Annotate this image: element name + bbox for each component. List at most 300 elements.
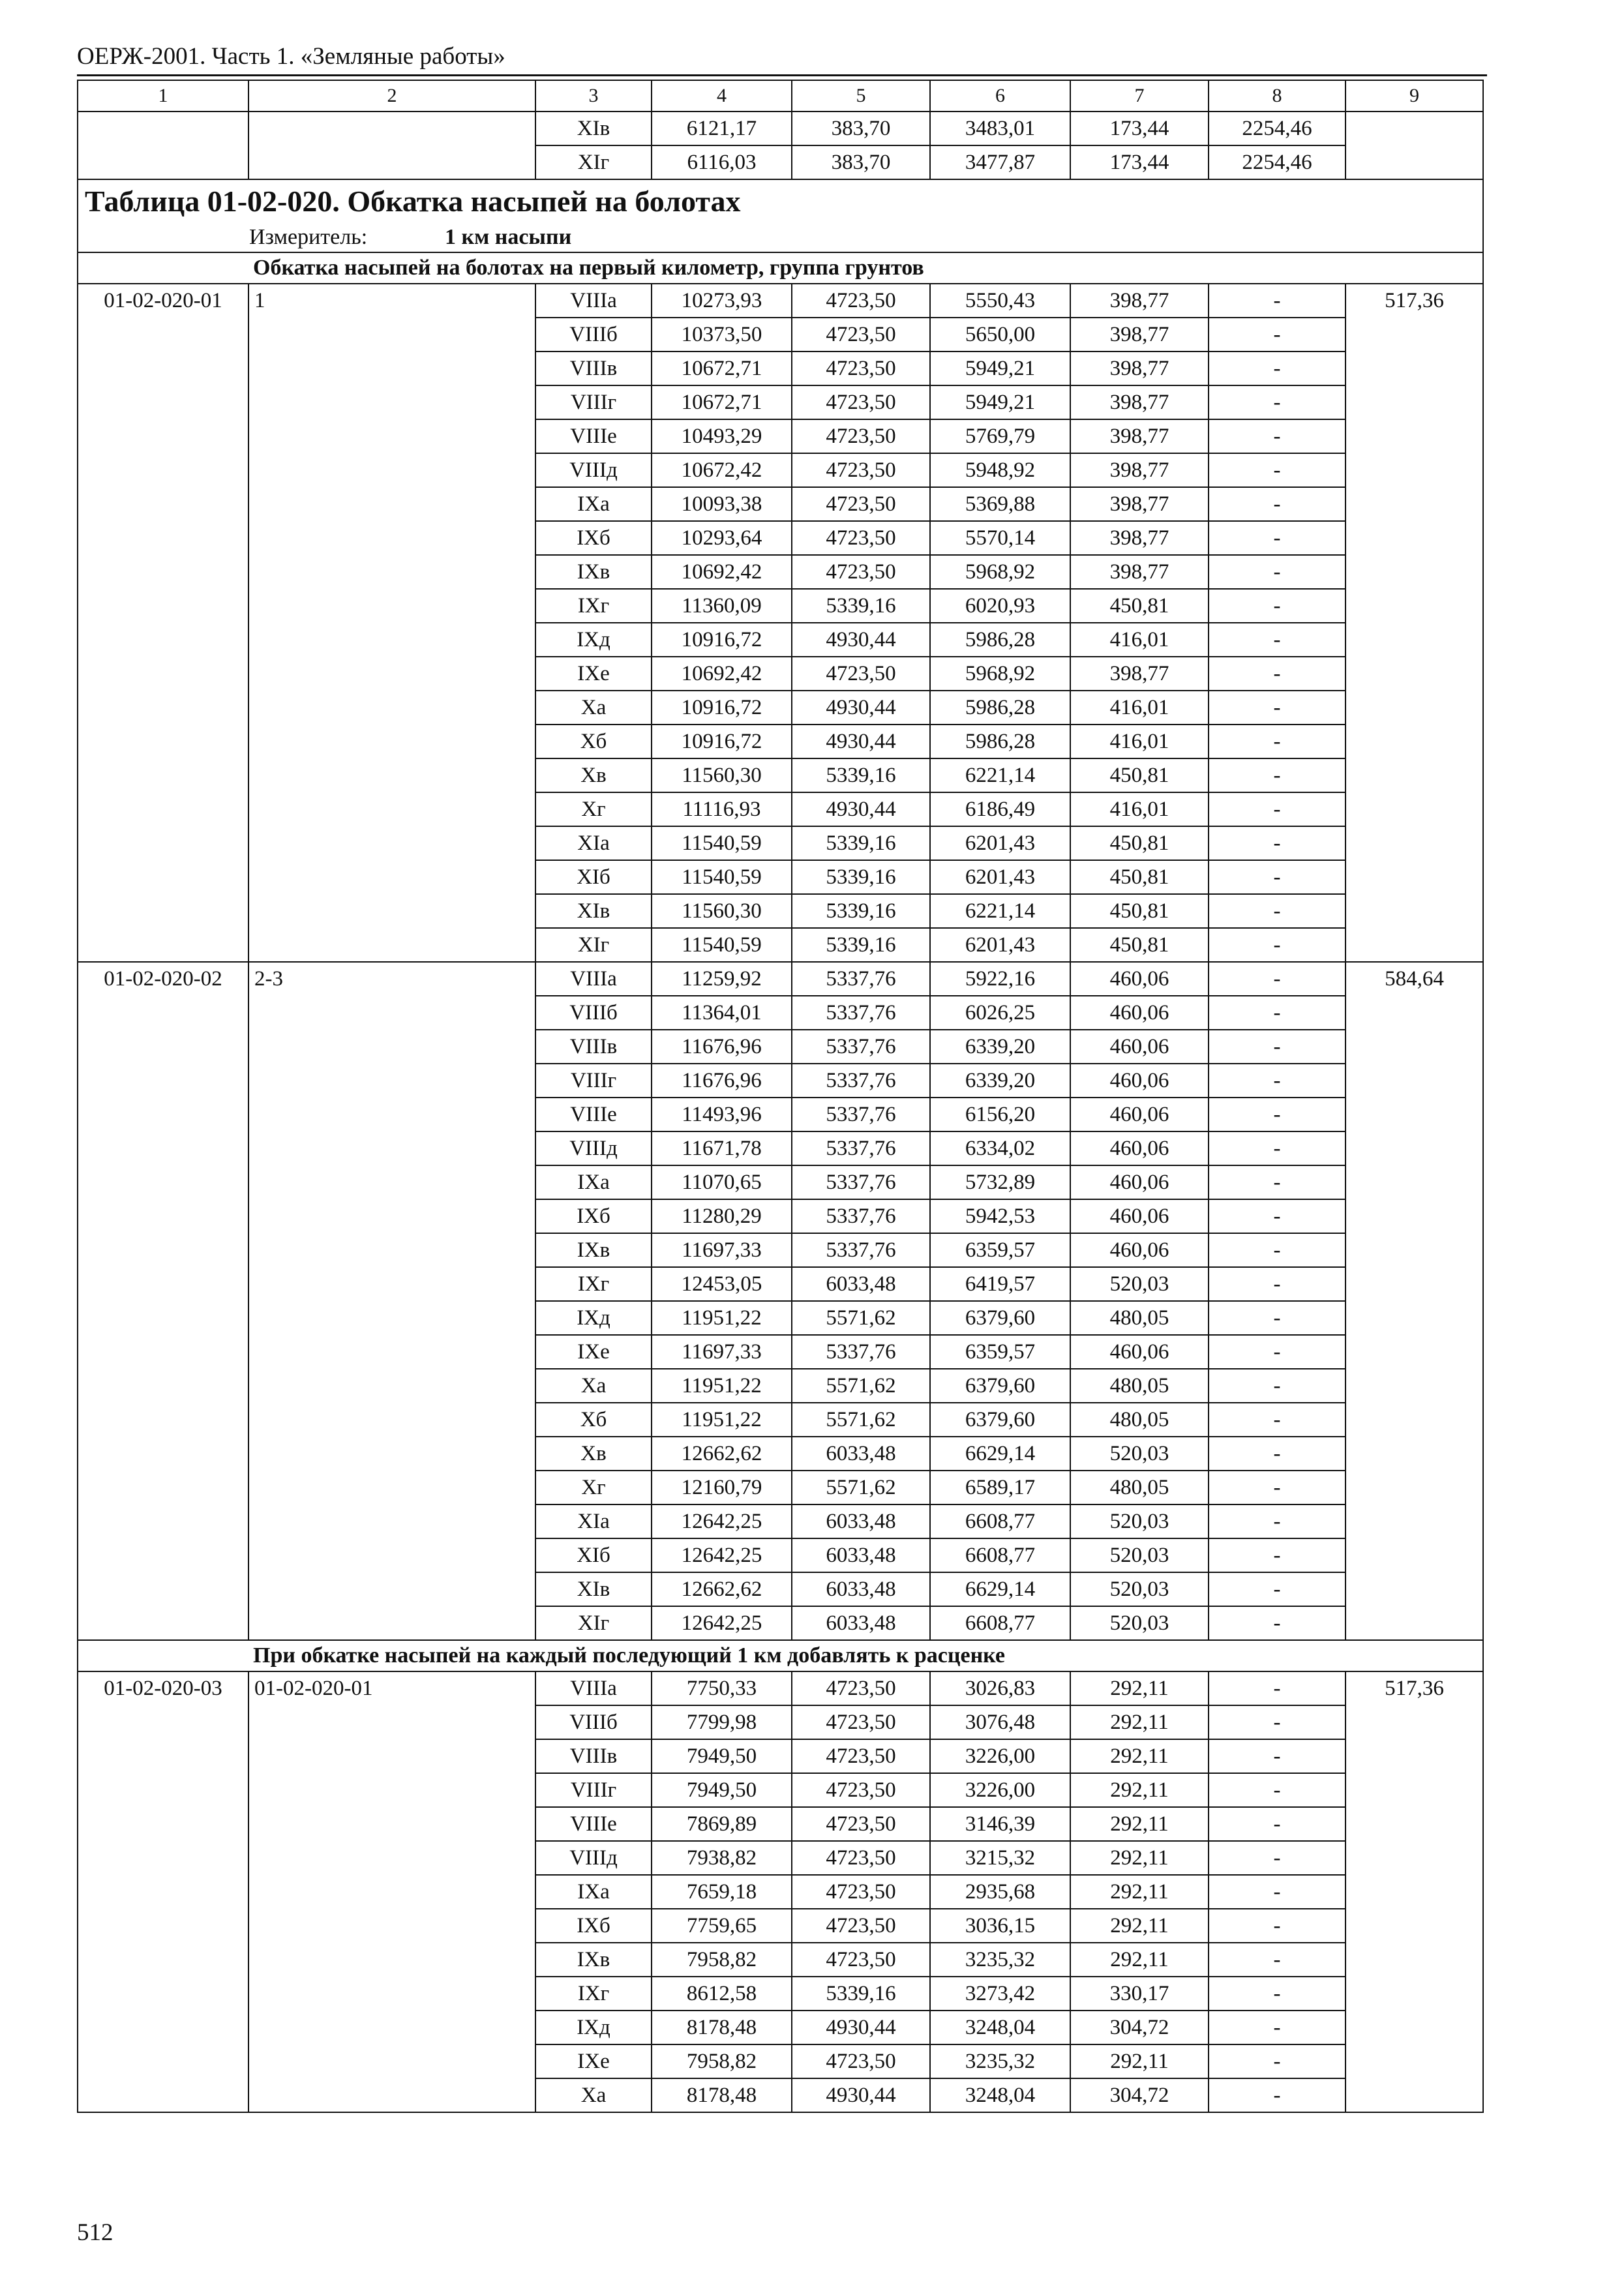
table-cell: 4723,50 bbox=[792, 318, 930, 352]
table-row bbox=[78, 284, 1483, 318]
table-cell: - bbox=[1209, 1773, 1346, 1807]
table-cell: 5337,76 bbox=[792, 1064, 930, 1098]
table-cell: Xб bbox=[535, 725, 652, 758]
table-cell: 6033,48 bbox=[792, 1572, 930, 1606]
table-cell: 330,17 bbox=[1070, 1977, 1209, 2011]
table-cell: - bbox=[1209, 1977, 1346, 2011]
table-cell: 4930,44 bbox=[792, 2011, 930, 2044]
table-cell: 480,05 bbox=[1070, 1301, 1209, 1335]
table-cell: 5337,76 bbox=[792, 1335, 930, 1369]
table-cell: - bbox=[1209, 962, 1346, 996]
column-number-cell: 9 bbox=[1346, 80, 1483, 112]
table-cell: VIIIг bbox=[535, 1064, 652, 1098]
table-cell: 4723,50 bbox=[792, 1739, 930, 1773]
table-cell: - bbox=[1209, 860, 1346, 894]
table-cell: VIIIе bbox=[535, 1098, 652, 1131]
table-cell: - bbox=[1209, 657, 1346, 691]
table-cell: 3146,39 bbox=[930, 1807, 1070, 1841]
table-cell: - bbox=[1209, 487, 1346, 521]
table-cell: 5732,89 bbox=[930, 1165, 1070, 1199]
table-cell: 520,03 bbox=[1070, 1572, 1209, 1606]
table-cell: 398,77 bbox=[1070, 318, 1209, 352]
table-cell: 6379,60 bbox=[930, 1369, 1070, 1403]
table-cell: - bbox=[1209, 1369, 1346, 1403]
rate-col9: 517,36 bbox=[1346, 284, 1483, 962]
table-cell: 7759,65 bbox=[652, 1909, 792, 1943]
table-cell: - bbox=[1209, 521, 1346, 555]
table-cell: - bbox=[1209, 1807, 1346, 1841]
table-cell: 4723,50 bbox=[792, 657, 930, 691]
table-cell: 6221,14 bbox=[930, 894, 1070, 928]
table-cell: - bbox=[1209, 928, 1346, 962]
table-cell: 5570,14 bbox=[930, 521, 1070, 555]
table-cell: Xб bbox=[535, 1403, 652, 1437]
table-cell: 11259,92 bbox=[652, 962, 792, 996]
table-cell: 3226,00 bbox=[930, 1739, 1070, 1773]
table-cell: - bbox=[1209, 1199, 1346, 1233]
table-cell: 5571,62 bbox=[792, 1301, 930, 1335]
table-cell: 6221,14 bbox=[930, 758, 1070, 792]
table-cell: 11364,01 bbox=[652, 996, 792, 1030]
table-cell: 292,11 bbox=[1070, 1671, 1209, 1705]
table-cell: 520,03 bbox=[1070, 1504, 1209, 1538]
table-cell: 10373,50 bbox=[652, 318, 792, 352]
table-cell: 7869,89 bbox=[652, 1807, 792, 1841]
rate-col9: 517,36 bbox=[1346, 1671, 1483, 2112]
table-title-row bbox=[78, 179, 1483, 223]
table-cell: 7938,82 bbox=[652, 1841, 792, 1875]
table-cell: 3483,01 bbox=[930, 112, 1070, 145]
table-cell: 4930,44 bbox=[792, 792, 930, 826]
table-cell: 5337,76 bbox=[792, 962, 930, 996]
table-cell: XIа bbox=[535, 826, 652, 860]
table-cell: 398,77 bbox=[1070, 419, 1209, 453]
table-cell: 5986,28 bbox=[930, 691, 1070, 725]
table-cell: 292,11 bbox=[1070, 1909, 1209, 1943]
table-cell: 12642,25 bbox=[652, 1504, 792, 1538]
table-cell: IXб bbox=[535, 1909, 652, 1943]
table-cell: 6033,48 bbox=[792, 1504, 930, 1538]
table-cell: 3026,83 bbox=[930, 1671, 1070, 1705]
table-cell: 6156,20 bbox=[930, 1098, 1070, 1131]
table-cell: 12662,62 bbox=[652, 1572, 792, 1606]
table-cell: VIIIд bbox=[535, 1841, 652, 1875]
table-cell: 8178,48 bbox=[652, 2011, 792, 2044]
table-cell: Xг bbox=[535, 792, 652, 826]
table-cell: 11951,22 bbox=[652, 1403, 792, 1437]
table-cell: 5337,76 bbox=[792, 1233, 930, 1267]
table-cell: XIг bbox=[535, 145, 652, 179]
table-cell: 8178,48 bbox=[652, 2078, 792, 2112]
carryover-col9-cell bbox=[1346, 112, 1483, 179]
table-cell: XIг bbox=[535, 928, 652, 962]
table-cell: 6201,43 bbox=[930, 826, 1070, 860]
table-cell: - bbox=[1209, 1267, 1346, 1301]
table-cell: 6201,43 bbox=[930, 860, 1070, 894]
table-cell: 11560,30 bbox=[652, 894, 792, 928]
table-cell: 5986,28 bbox=[930, 725, 1070, 758]
table-cell: 416,01 bbox=[1070, 623, 1209, 657]
table-cell: - bbox=[1209, 1739, 1346, 1773]
rate-param: 1 bbox=[248, 284, 535, 962]
table-cell: 6359,57 bbox=[930, 1233, 1070, 1267]
table-cell: - bbox=[1209, 1538, 1346, 1572]
table-cell: 6033,48 bbox=[792, 1606, 930, 1640]
table-cell: 383,70 bbox=[792, 145, 930, 179]
table-cell: - bbox=[1209, 2078, 1346, 2112]
table-row bbox=[78, 962, 1483, 996]
table-cell: 6339,20 bbox=[930, 1064, 1070, 1098]
table-cell: - bbox=[1209, 1030, 1346, 1064]
table-cell: 5337,76 bbox=[792, 1098, 930, 1131]
table-cell: 5571,62 bbox=[792, 1471, 930, 1504]
table-cell: - bbox=[1209, 1671, 1346, 1705]
table-cell: 520,03 bbox=[1070, 1606, 1209, 1640]
table-cell: XIб bbox=[535, 860, 652, 894]
table-cell: 416,01 bbox=[1070, 792, 1209, 826]
table-cell: 6026,25 bbox=[930, 996, 1070, 1030]
table-cell: - bbox=[1209, 691, 1346, 725]
table-cell: 398,77 bbox=[1070, 657, 1209, 691]
table-cell: 7949,50 bbox=[652, 1739, 792, 1773]
table-cell: XIб bbox=[535, 1538, 652, 1572]
table-cell: - bbox=[1209, 758, 1346, 792]
table-cell: 7750,33 bbox=[652, 1671, 792, 1705]
table-cell: 398,77 bbox=[1070, 453, 1209, 487]
table-cell: 5968,92 bbox=[930, 555, 1070, 589]
table-cell: 5949,21 bbox=[930, 352, 1070, 385]
table-cell: 11070,65 bbox=[652, 1165, 792, 1199]
table-cell: 5337,76 bbox=[792, 1165, 930, 1199]
table-cell: - bbox=[1209, 555, 1346, 589]
table-cell: 11676,96 bbox=[652, 1030, 792, 1064]
rate-code: 01-02-020-02 bbox=[78, 962, 248, 1640]
table-cell: 7958,82 bbox=[652, 1943, 792, 1977]
table-cell: - bbox=[1209, 1606, 1346, 1640]
table-cell: 11116,93 bbox=[652, 792, 792, 826]
table-cell: XIв bbox=[535, 1572, 652, 1606]
table-cell: - bbox=[1209, 1403, 1346, 1437]
table-cell: 10916,72 bbox=[652, 623, 792, 657]
table-cell: 4930,44 bbox=[792, 2078, 930, 2112]
running-header: ОЕРЖ-2001. Часть 1. «Земляные работы» bbox=[77, 43, 505, 70]
table-cell: 10493,29 bbox=[652, 419, 792, 453]
table-cell: IXг bbox=[535, 1977, 652, 2011]
table-cell: 416,01 bbox=[1070, 725, 1209, 758]
table-cell: 450,81 bbox=[1070, 860, 1209, 894]
table-cell: 4723,50 bbox=[792, 419, 930, 453]
table-cell: XIа bbox=[535, 1504, 652, 1538]
table-cell: 5339,16 bbox=[792, 589, 930, 623]
table-cell: 5337,76 bbox=[792, 1131, 930, 1165]
table-cell: 460,06 bbox=[1070, 1131, 1209, 1165]
table-cell: 304,72 bbox=[1070, 2011, 1209, 2044]
table-cell: 460,06 bbox=[1070, 962, 1209, 996]
table-cell: 398,77 bbox=[1070, 555, 1209, 589]
table-cell: 7659,18 bbox=[652, 1875, 792, 1909]
table-cell: 6186,49 bbox=[930, 792, 1070, 826]
column-number-cell: 5 bbox=[792, 80, 930, 112]
table-cell: 6339,20 bbox=[930, 1030, 1070, 1064]
table-cell: - bbox=[1209, 1335, 1346, 1369]
table-cell: - bbox=[1209, 589, 1346, 623]
table-cell: 292,11 bbox=[1070, 1739, 1209, 1773]
table-cell: 6608,77 bbox=[930, 1504, 1070, 1538]
table-cell: 398,77 bbox=[1070, 487, 1209, 521]
table-cell: 292,11 bbox=[1070, 1841, 1209, 1875]
table-cell: VIIIд bbox=[535, 453, 652, 487]
table-cell: IXг bbox=[535, 1267, 652, 1301]
table-cell: 4723,50 bbox=[792, 385, 930, 419]
table-cell: 6201,43 bbox=[930, 928, 1070, 962]
table-cell: VIIIа bbox=[535, 962, 652, 996]
table-cell: 3248,04 bbox=[930, 2078, 1070, 2112]
table-cell: 5769,79 bbox=[930, 419, 1070, 453]
table-cell: 292,11 bbox=[1070, 1705, 1209, 1739]
table-cell: 6379,60 bbox=[930, 1403, 1070, 1437]
table-cell: IXе bbox=[535, 1335, 652, 1369]
table-cell: 11493,96 bbox=[652, 1098, 792, 1131]
carryover-row bbox=[78, 112, 1483, 145]
table-cell: 10916,72 bbox=[652, 725, 792, 758]
table-cell: 6033,48 bbox=[792, 1538, 930, 1572]
table-cell: IXд bbox=[535, 623, 652, 657]
table-cell: 2254,46 bbox=[1209, 112, 1346, 145]
table-cell: VIIIв bbox=[535, 1739, 652, 1773]
table-cell: 10672,42 bbox=[652, 453, 792, 487]
table-cell: - bbox=[1209, 623, 1346, 657]
table-cell: 460,06 bbox=[1070, 1030, 1209, 1064]
table-cell: 5986,28 bbox=[930, 623, 1070, 657]
table-cell: 6020,93 bbox=[930, 589, 1070, 623]
table-cell: 11697,33 bbox=[652, 1233, 792, 1267]
column-number-cell: 1 bbox=[78, 80, 248, 112]
table-cell: 2935,68 bbox=[930, 1875, 1070, 1909]
table-cell: VIIIг bbox=[535, 1773, 652, 1807]
table-cell: VIIIа bbox=[535, 284, 652, 318]
table-cell: - bbox=[1209, 894, 1346, 928]
table-cell: 3076,48 bbox=[930, 1705, 1070, 1739]
column-number-cell: 2 bbox=[248, 80, 535, 112]
table-cell: 3226,00 bbox=[930, 1773, 1070, 1807]
table-cell: 3215,32 bbox=[930, 1841, 1070, 1875]
table-cell: 173,44 bbox=[1070, 112, 1209, 145]
unit-label: Измеритель: bbox=[249, 225, 368, 249]
table-cell: VIIIб bbox=[535, 996, 652, 1030]
table-cell: IXб bbox=[535, 1199, 652, 1233]
table-cell: 3036,15 bbox=[930, 1909, 1070, 1943]
column-number-cell: 3 bbox=[535, 80, 652, 112]
table-cell: 416,01 bbox=[1070, 691, 1209, 725]
table-cell: 5922,16 bbox=[930, 962, 1070, 996]
table-cell: 7949,50 bbox=[652, 1773, 792, 1807]
table-cell: IXб bbox=[535, 521, 652, 555]
table-cell: 11540,59 bbox=[652, 928, 792, 962]
table-cell: 11951,22 bbox=[652, 1369, 792, 1403]
table-cell: - bbox=[1209, 352, 1346, 385]
table-cell: 12642,25 bbox=[652, 1538, 792, 1572]
table-cell: 460,06 bbox=[1070, 1335, 1209, 1369]
table-cell: 4723,50 bbox=[792, 453, 930, 487]
table-cell: - bbox=[1209, 419, 1346, 453]
table-cell: - bbox=[1209, 1705, 1346, 1739]
rates-table-body bbox=[78, 80, 1483, 2112]
table-cell: VIIIа bbox=[535, 1671, 652, 1705]
table-cell: 304,72 bbox=[1070, 2078, 1209, 2112]
table-cell: 5571,62 bbox=[792, 1369, 930, 1403]
table-cell: 398,77 bbox=[1070, 284, 1209, 318]
table-cell: 4723,50 bbox=[792, 1773, 930, 1807]
table-cell: 11951,22 bbox=[652, 1301, 792, 1335]
rate-col9: 584,64 bbox=[1346, 962, 1483, 1640]
table-cell: XIв bbox=[535, 112, 652, 145]
table-cell: Xв bbox=[535, 758, 652, 792]
table-cell: 450,81 bbox=[1070, 826, 1209, 860]
table-cell: - bbox=[1209, 826, 1346, 860]
table-cell: 10273,93 bbox=[652, 284, 792, 318]
table-cell: 11560,30 bbox=[652, 758, 792, 792]
table-cell: 4723,50 bbox=[792, 521, 930, 555]
table-cell: IXе bbox=[535, 2044, 652, 2078]
table-cell: 450,81 bbox=[1070, 894, 1209, 928]
table-cell: 5571,62 bbox=[792, 1403, 930, 1437]
table-cell: 3477,87 bbox=[930, 145, 1070, 179]
section-heading-row bbox=[78, 1640, 1483, 1671]
table-cell: 6419,57 bbox=[930, 1267, 1070, 1301]
table-cell: IXд bbox=[535, 2011, 652, 2044]
table-cell: - bbox=[1209, 1875, 1346, 1909]
table-cell: IXа bbox=[535, 487, 652, 521]
table-cell: 4723,50 bbox=[792, 1807, 930, 1841]
table-cell: 4723,50 bbox=[792, 2044, 930, 2078]
table-cell: 11280,29 bbox=[652, 1199, 792, 1233]
table-cell: IXа bbox=[535, 1875, 652, 1909]
table-cell: 5339,16 bbox=[792, 860, 930, 894]
table-cell: 3273,42 bbox=[930, 1977, 1070, 2011]
table-cell: - bbox=[1209, 1572, 1346, 1606]
table-cell: 5339,16 bbox=[792, 894, 930, 928]
table-cell: 6116,03 bbox=[652, 145, 792, 179]
table-cell: XIг bbox=[535, 1606, 652, 1640]
table-cell: 5650,00 bbox=[930, 318, 1070, 352]
table-cell: VIIIе bbox=[535, 1807, 652, 1841]
table-cell: 4930,44 bbox=[792, 725, 930, 758]
table-cell: VIIIв bbox=[535, 1030, 652, 1064]
table-cell: 5948,92 bbox=[930, 453, 1070, 487]
carryover-code-cell bbox=[78, 112, 248, 179]
table-cell: 6608,77 bbox=[930, 1538, 1070, 1572]
table-cell: 3235,32 bbox=[930, 1943, 1070, 1977]
table-cell: 520,03 bbox=[1070, 1437, 1209, 1471]
table-cell: 5369,88 bbox=[930, 487, 1070, 521]
table-cell: Xа bbox=[535, 2078, 652, 2112]
table-cell: 4930,44 bbox=[792, 623, 930, 657]
unit-row bbox=[78, 223, 1483, 252]
table-cell: 450,81 bbox=[1070, 758, 1209, 792]
table-cell: 8612,58 bbox=[652, 1977, 792, 2011]
table-cell: - bbox=[1209, 1098, 1346, 1131]
table-cell: 3235,32 bbox=[930, 2044, 1070, 2078]
table-cell: 173,44 bbox=[1070, 145, 1209, 179]
table-cell: 450,81 bbox=[1070, 589, 1209, 623]
table-cell: 5339,16 bbox=[792, 826, 930, 860]
table-cell: 6589,17 bbox=[930, 1471, 1070, 1504]
table-cell: 4930,44 bbox=[792, 691, 930, 725]
table-cell: - bbox=[1209, 284, 1346, 318]
table-cell: Xг bbox=[535, 1471, 652, 1504]
table-cell: 292,11 bbox=[1070, 2044, 1209, 2078]
table-cell: 5337,76 bbox=[792, 996, 930, 1030]
table-cell: - bbox=[1209, 1471, 1346, 1504]
table-cell: 292,11 bbox=[1070, 1943, 1209, 1977]
table-cell: 10672,71 bbox=[652, 352, 792, 385]
section-heading-row bbox=[78, 252, 1483, 284]
table-cell: 5968,92 bbox=[930, 657, 1070, 691]
table-cell: 480,05 bbox=[1070, 1369, 1209, 1403]
table-cell: 520,03 bbox=[1070, 1267, 1209, 1301]
table-cell: 383,70 bbox=[792, 112, 930, 145]
table-cell: 6608,77 bbox=[930, 1606, 1070, 1640]
table-cell: Xв bbox=[535, 1437, 652, 1471]
table-cell: 398,77 bbox=[1070, 352, 1209, 385]
table-cell: Xа bbox=[535, 1369, 652, 1403]
table-cell: - bbox=[1209, 1943, 1346, 1977]
section-heading: При обкатке насыпей на каждый последующий 1 км добавлять к расценке bbox=[78, 1640, 1483, 1671]
table-cell: IXв bbox=[535, 555, 652, 589]
table-cell: - bbox=[1209, 1301, 1346, 1335]
table-cell: VIIIв bbox=[535, 352, 652, 385]
table-cell: 4723,50 bbox=[792, 1909, 930, 1943]
table-cell: 6121,17 bbox=[652, 112, 792, 145]
table-cell: 4723,50 bbox=[792, 1671, 930, 1705]
table-cell: 480,05 bbox=[1070, 1471, 1209, 1504]
column-number-row bbox=[78, 80, 1483, 112]
table-cell: 12662,62 bbox=[652, 1437, 792, 1471]
table-cell: 6629,14 bbox=[930, 1572, 1070, 1606]
table-cell: 5339,16 bbox=[792, 928, 930, 962]
table-cell: 10672,71 bbox=[652, 385, 792, 419]
table-cell: 5337,76 bbox=[792, 1030, 930, 1064]
table-cell: - bbox=[1209, 1841, 1346, 1875]
table-cell: 4723,50 bbox=[792, 284, 930, 318]
table-cell: IXв bbox=[535, 1943, 652, 1977]
table-cell: 11540,59 bbox=[652, 826, 792, 860]
table-cell: - bbox=[1209, 725, 1346, 758]
table-cell: 6334,02 bbox=[930, 1131, 1070, 1165]
table-cell: 5337,76 bbox=[792, 1199, 930, 1233]
table-title: Таблица 01-02-020. Обкатка насыпей на болотах bbox=[78, 179, 1483, 223]
table-cell: 460,06 bbox=[1070, 996, 1209, 1030]
table-cell: - bbox=[1209, 385, 1346, 419]
table-cell: 450,81 bbox=[1070, 928, 1209, 962]
table-cell: 460,06 bbox=[1070, 1165, 1209, 1199]
table-cell: 12642,25 bbox=[652, 1606, 792, 1640]
rate-param: 2-3 bbox=[248, 962, 535, 1640]
rates-table bbox=[77, 80, 1484, 2113]
table-cell: - bbox=[1209, 1165, 1346, 1199]
table-cell: 292,11 bbox=[1070, 1875, 1209, 1909]
table-cell: 11360,09 bbox=[652, 589, 792, 623]
table-cell: XIв bbox=[535, 894, 652, 928]
column-number-cell: 4 bbox=[652, 80, 792, 112]
table-cell: 6033,48 bbox=[792, 1267, 930, 1301]
table-cell: VIIIб bbox=[535, 318, 652, 352]
table-cell: 5550,43 bbox=[930, 284, 1070, 318]
table-cell: 2254,46 bbox=[1209, 145, 1346, 179]
table-cell: - bbox=[1209, 1064, 1346, 1098]
table-cell: 6033,48 bbox=[792, 1437, 930, 1471]
table-cell: VIIIг bbox=[535, 385, 652, 419]
